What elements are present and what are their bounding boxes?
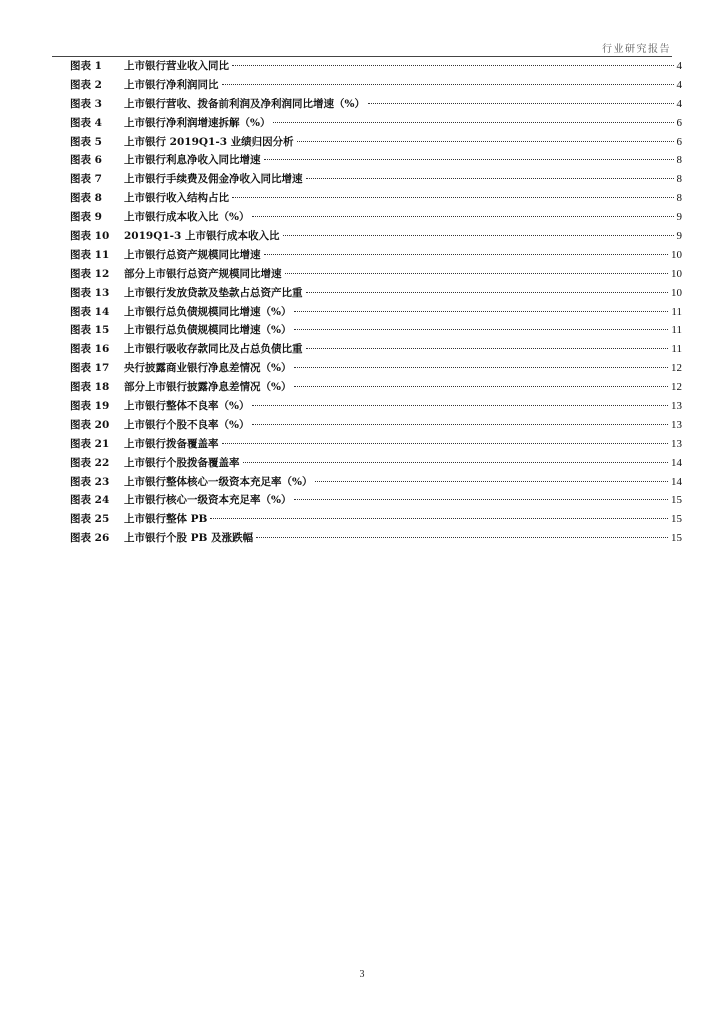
toc-entry-title: 2019Q1-3 上市银行成本收入比 bbox=[124, 230, 280, 243]
toc-entry[interactable] bbox=[70, 134, 682, 153]
toc-entry-title: 上市银行发放贷款及垫款占总资产比重 bbox=[124, 286, 303, 299]
toc-entry-page: 10 bbox=[671, 286, 682, 299]
dot-leader bbox=[273, 122, 673, 123]
toc-entry[interactable] bbox=[70, 209, 682, 228]
dot-leader bbox=[294, 329, 668, 330]
dot-leader bbox=[294, 311, 668, 312]
toc-entry[interactable] bbox=[70, 417, 682, 436]
toc-entry-page: 12 bbox=[671, 381, 682, 394]
dot-leader bbox=[264, 254, 669, 255]
toc-entry[interactable] bbox=[70, 455, 682, 474]
toc-entry-page: 11 bbox=[671, 305, 682, 318]
toc-entry-title: 上市银行核心一级资本充足率（%） bbox=[124, 494, 292, 507]
dot-leader bbox=[294, 386, 668, 387]
dot-leader bbox=[222, 84, 674, 85]
toc-entry[interactable] bbox=[70, 474, 682, 493]
dot-leader bbox=[306, 178, 674, 179]
dot-leader bbox=[252, 216, 673, 217]
toc-entry[interactable] bbox=[70, 247, 682, 266]
dot-leader bbox=[306, 292, 669, 293]
toc-entry-number: 图表 8 bbox=[70, 192, 102, 205]
toc-entry-page: 8 bbox=[676, 154, 682, 167]
toc-entry-number: 图表 2 bbox=[70, 78, 102, 91]
toc-entry-title: 上市银行手续费及佣金净收入同比增速 bbox=[124, 173, 303, 186]
toc-entry-number: 图表 26 bbox=[70, 532, 110, 545]
toc-entry-number: 图表 24 bbox=[70, 494, 110, 507]
toc-entry-page: 6 bbox=[676, 116, 682, 129]
toc-entry-page: 4 bbox=[676, 78, 682, 91]
dot-leader bbox=[368, 103, 674, 104]
toc-entry-page: 15 bbox=[671, 532, 682, 545]
toc-entry-number: 图表 16 bbox=[70, 343, 110, 356]
dot-leader bbox=[285, 273, 669, 274]
toc-entry[interactable] bbox=[70, 436, 682, 455]
toc-entry-number: 图表 12 bbox=[70, 267, 110, 280]
dot-leader bbox=[264, 159, 674, 160]
dot-leader bbox=[243, 462, 669, 463]
dot-leader bbox=[222, 443, 669, 444]
dot-leader bbox=[256, 537, 668, 538]
toc-entry-number: 图表 4 bbox=[70, 116, 102, 129]
toc-entry-page: 13 bbox=[671, 400, 682, 413]
toc-entry-page: 11 bbox=[671, 324, 682, 337]
figure-table-of-contents bbox=[70, 58, 682, 549]
dot-leader bbox=[294, 367, 668, 368]
dot-leader bbox=[210, 518, 668, 519]
page-number: 3 bbox=[359, 969, 365, 980]
toc-entry-number: 图表 5 bbox=[70, 135, 102, 148]
toc-entry-number: 图表 7 bbox=[70, 173, 102, 186]
toc-entry[interactable] bbox=[70, 379, 682, 398]
toc-entry-page: 15 bbox=[671, 513, 682, 526]
toc-entry-title: 上市银行净利润同比 bbox=[124, 78, 219, 91]
toc-entry-title: 上市银行个股不良率（%） bbox=[124, 418, 250, 431]
toc-entry-page: 13 bbox=[671, 437, 682, 450]
toc-entry-title: 上市银行净利润增速拆解（%） bbox=[124, 116, 271, 129]
toc-entry-page: 4 bbox=[676, 60, 682, 72]
toc-entry-title: 上市银行个股 PB 及涨跌幅 bbox=[124, 532, 254, 545]
toc-entry[interactable] bbox=[70, 285, 682, 304]
toc-entry-number: 图表 3 bbox=[70, 97, 102, 110]
toc-entry-title: 上市银行利息净收入同比增速 bbox=[124, 154, 261, 167]
toc-entry-title: 上市银行总负债规模同比增速（%） bbox=[124, 324, 292, 337]
toc-entry[interactable] bbox=[70, 530, 682, 549]
toc-entry-page: 8 bbox=[676, 173, 682, 186]
toc-entry-page: 8 bbox=[676, 192, 682, 205]
toc-entry-number: 图表 9 bbox=[70, 211, 102, 224]
toc-entry-title: 部分上市银行总资产规模同比增速 bbox=[124, 267, 282, 280]
toc-entry-title: 上市银行整体不良率（%） bbox=[124, 400, 250, 413]
toc-entry[interactable] bbox=[70, 266, 682, 285]
toc-entry[interactable] bbox=[70, 115, 682, 134]
toc-entry-page: 14 bbox=[671, 475, 682, 488]
toc-entry-page: 4 bbox=[676, 97, 682, 110]
toc-entry-number: 图表 13 bbox=[70, 286, 110, 299]
toc-entry-number: 图表 19 bbox=[70, 400, 110, 413]
toc-entry-number: 图表 18 bbox=[70, 381, 110, 394]
toc-entry-page: 9 bbox=[676, 211, 682, 224]
dot-leader bbox=[297, 141, 674, 142]
toc-entry-number: 图表 25 bbox=[70, 513, 110, 526]
toc-entry-number: 图表 17 bbox=[70, 362, 110, 375]
toc-entry-title: 上市银行整体核心一级资本充足率（%） bbox=[124, 475, 313, 488]
toc-entry-number: 图表 22 bbox=[70, 456, 110, 469]
dot-leader bbox=[252, 424, 668, 425]
toc-entry-number: 图表 11 bbox=[70, 248, 110, 261]
toc-entry[interactable] bbox=[70, 360, 682, 379]
toc-entry[interactable] bbox=[70, 304, 682, 323]
toc-entry[interactable] bbox=[70, 152, 682, 171]
toc-entry[interactable] bbox=[70, 96, 682, 115]
dot-leader bbox=[252, 405, 668, 406]
toc-entry-title: 上市银行个股拨备覆盖率 bbox=[124, 456, 240, 469]
toc-entry-title: 部分上市银行披露净息差情况（%） bbox=[124, 381, 292, 394]
toc-entry[interactable] bbox=[70, 511, 682, 530]
toc-entry-page: 10 bbox=[671, 267, 682, 280]
toc-entry-number: 图表 1 bbox=[70, 60, 102, 72]
toc-entry-page: 14 bbox=[671, 456, 682, 469]
toc-entry-title: 上市银行成本收入比（%） bbox=[124, 211, 250, 224]
report-header-title: 行业研究报告 bbox=[602, 44, 671, 55]
toc-entry-number: 图表 21 bbox=[70, 437, 110, 450]
toc-entry[interactable] bbox=[70, 322, 682, 341]
toc-entry-page: 12 bbox=[671, 362, 682, 375]
toc-entry-page: 10 bbox=[671, 248, 682, 261]
toc-entry-page: 6 bbox=[676, 135, 682, 148]
toc-entry-title: 上市银行收入结构占比 bbox=[124, 192, 229, 205]
toc-entry-number: 图表 15 bbox=[70, 324, 110, 337]
toc-entry-title: 上市银行总负债规模同比增速（%） bbox=[124, 305, 292, 318]
toc-entry-page: 9 bbox=[676, 230, 682, 243]
toc-entry-title: 上市银行吸收存款同比及占总负债比重 bbox=[124, 343, 303, 356]
toc-entry[interactable] bbox=[70, 492, 682, 511]
toc-entry[interactable] bbox=[70, 171, 682, 190]
toc-entry[interactable] bbox=[70, 190, 682, 209]
toc-entry-number: 图表 10 bbox=[70, 230, 110, 243]
dot-leader bbox=[232, 65, 674, 66]
toc-entry-title: 上市银行 2019Q1-3 业绩归因分析 bbox=[124, 135, 294, 148]
toc-entry-title: 上市银行拨备覆盖率 bbox=[124, 437, 219, 450]
toc-entry[interactable] bbox=[70, 341, 682, 360]
toc-entry-page: 11 bbox=[671, 343, 682, 356]
toc-entry-title: 上市银行总资产规模同比增速 bbox=[124, 248, 261, 261]
toc-entry-number: 图表 23 bbox=[70, 475, 110, 488]
toc-entry-number: 图表 6 bbox=[70, 154, 102, 167]
header-divider bbox=[52, 56, 672, 57]
dot-leader bbox=[283, 235, 674, 236]
toc-entry[interactable] bbox=[70, 77, 682, 96]
toc-entry-number: 图表 14 bbox=[70, 305, 110, 318]
toc-entry-title: 上市银行整体 PB bbox=[124, 513, 208, 526]
toc-entry[interactable] bbox=[70, 398, 682, 417]
dot-leader bbox=[232, 197, 674, 198]
toc-entry[interactable] bbox=[70, 58, 682, 77]
dot-leader bbox=[294, 499, 668, 500]
toc-entry-number: 图表 20 bbox=[70, 418, 110, 431]
dot-leader bbox=[306, 348, 669, 349]
dot-leader bbox=[315, 481, 668, 482]
toc-entry[interactable] bbox=[70, 228, 682, 247]
toc-entry-page: 13 bbox=[671, 418, 682, 431]
toc-entry-page: 15 bbox=[671, 494, 682, 507]
toc-entry-title: 上市银行营业收入同比 bbox=[124, 60, 229, 72]
toc-entry-title: 上市银行营收、拨备前利润及净利润同比增速（%） bbox=[124, 97, 365, 110]
toc-entry-title: 央行披露商业银行净息差情况（%） bbox=[124, 362, 292, 375]
